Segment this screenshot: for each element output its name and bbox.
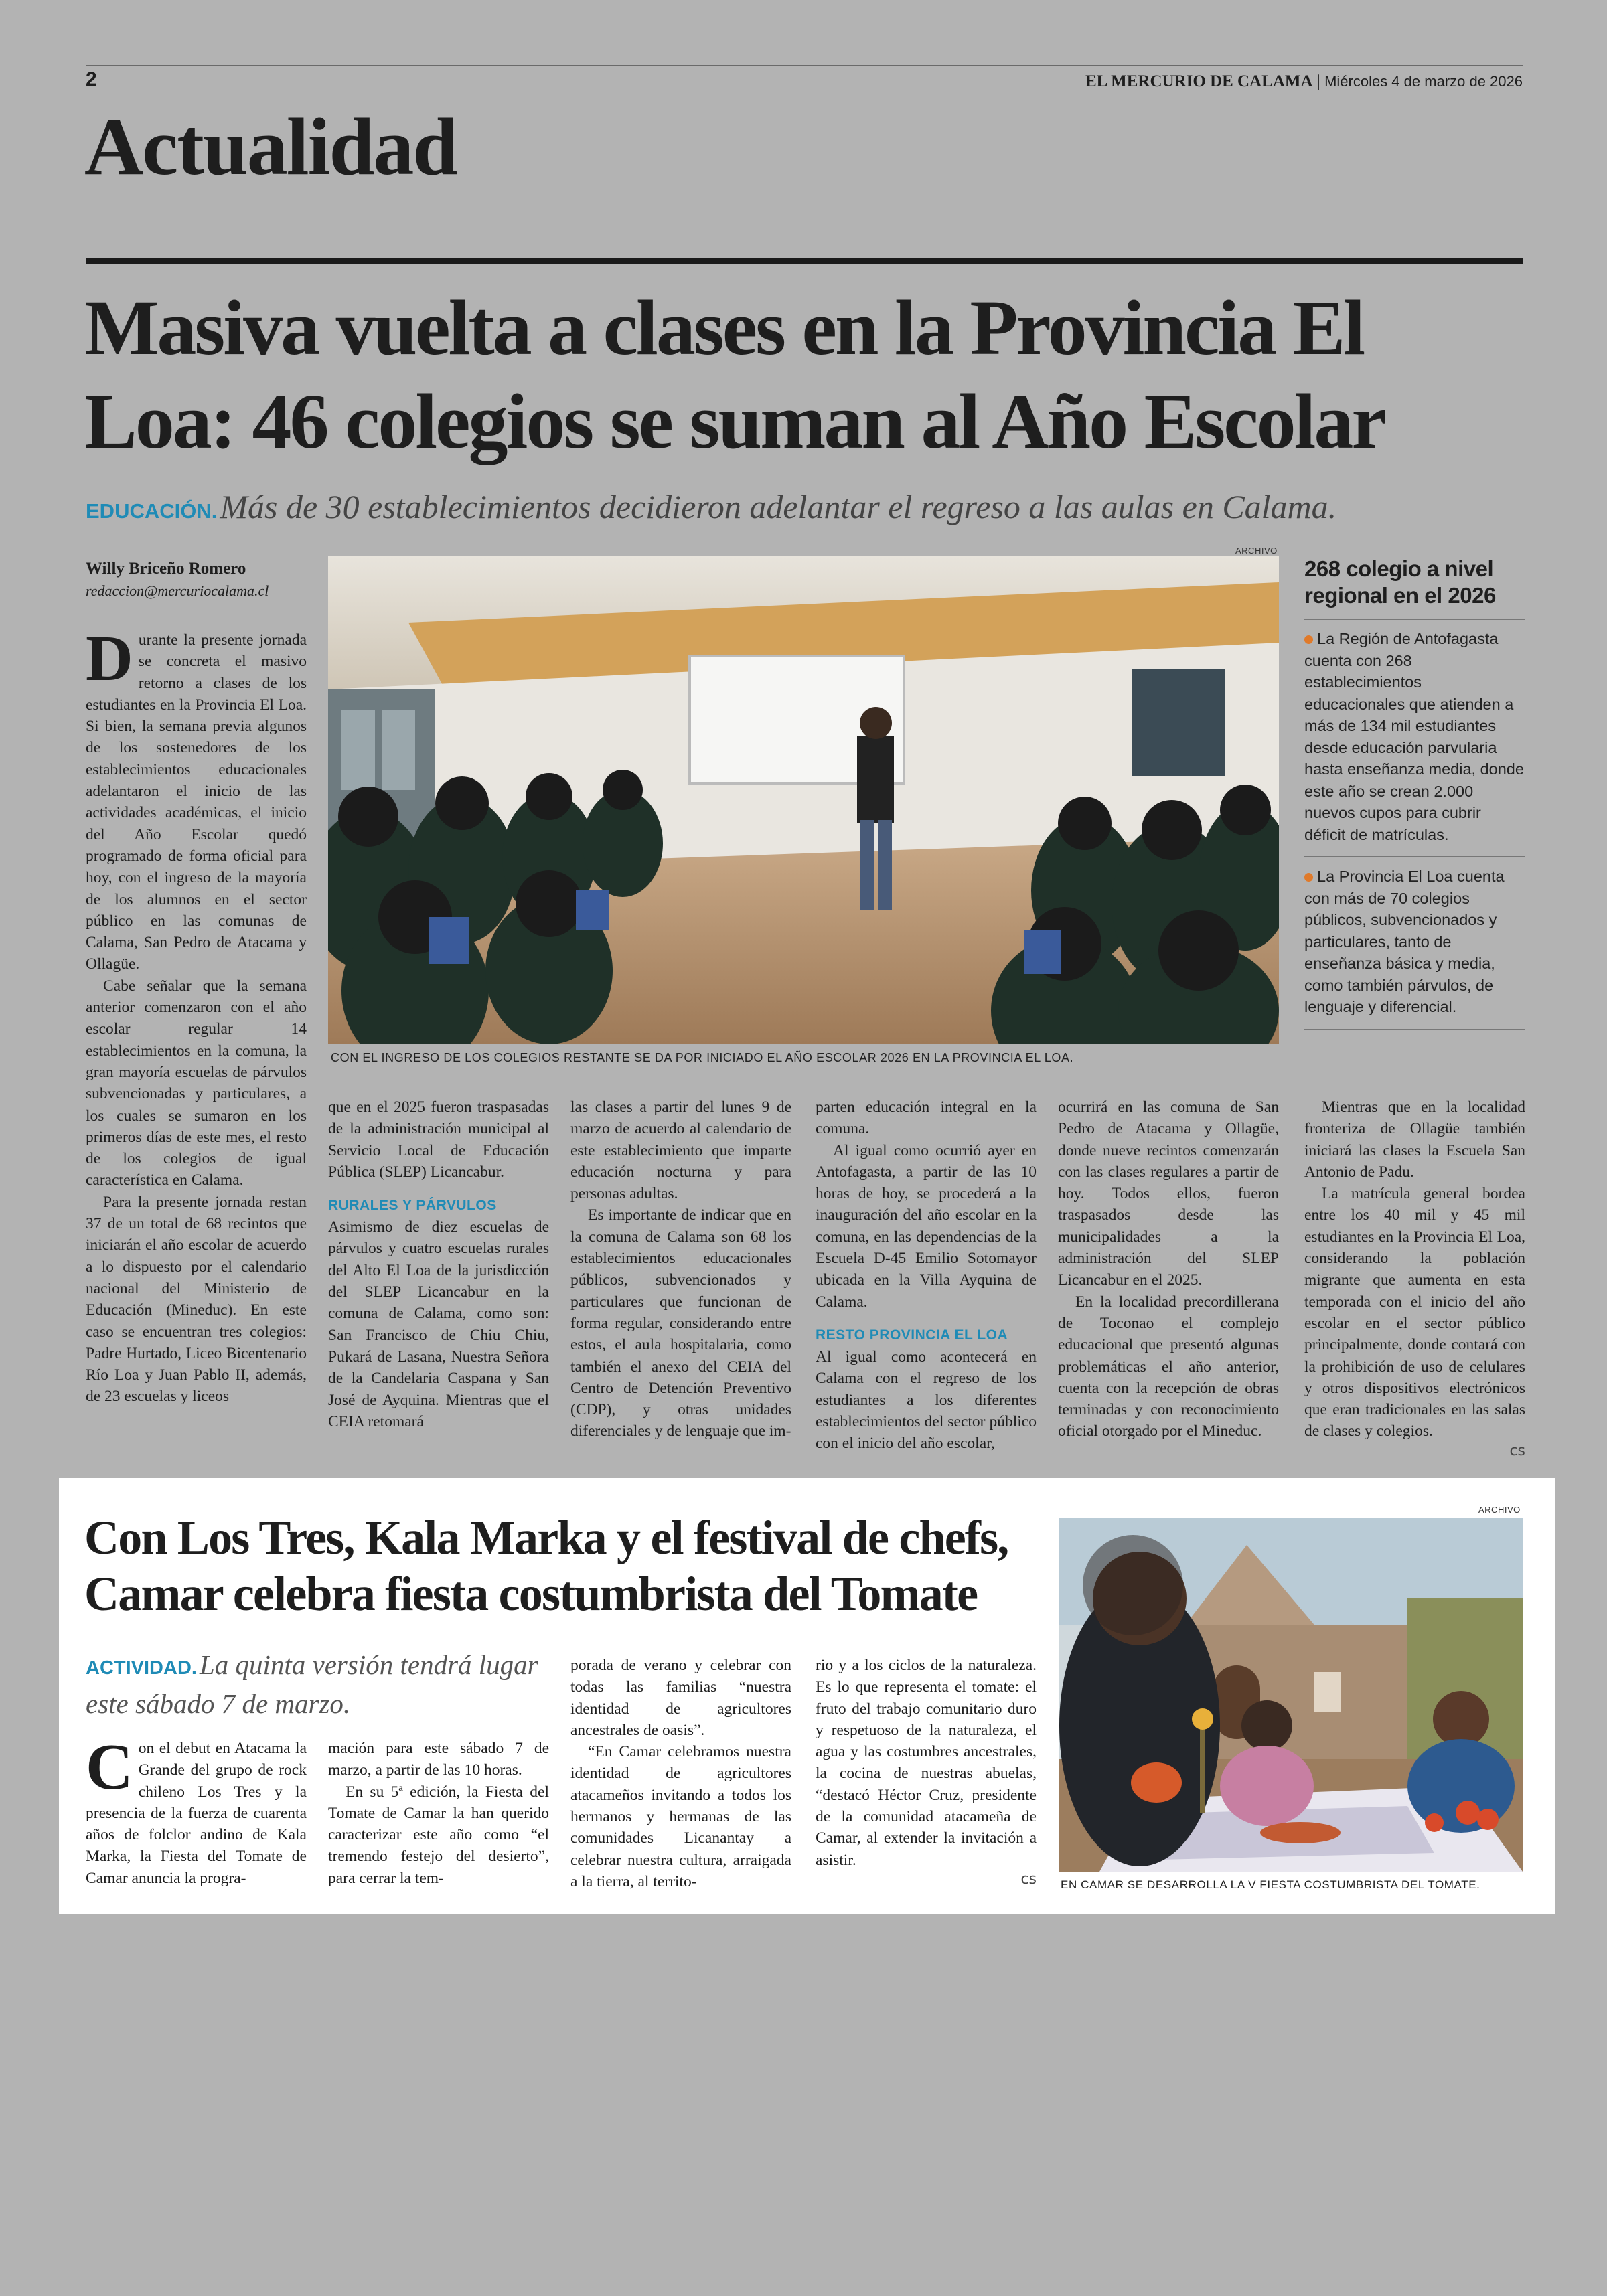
subhead-resto-provincia: RESTO PROVINCIA EL LOA bbox=[816, 1327, 1008, 1343]
photo-credit: ARCHIVO bbox=[1235, 546, 1278, 556]
sidebar-rule-2 bbox=[1304, 856, 1525, 857]
second-col-2 bbox=[328, 1738, 549, 1889]
second-col2-para2: En su 5ª edición, la Fiesta del Tomate de Camar la han querido caracterizar este año como “el tremendo festejo del desierto”, para cerrar la tem- bbox=[328, 1783, 549, 1887]
main-headline bbox=[84, 281, 1531, 469]
photo-caption: CON EL INGRESO DE LOS COLEGIOS RESTANTE SE DA POR INICIADO EL AÑO ESCOLAR 2026 EN LA PROVINCIA EL LOA. bbox=[331, 1051, 1074, 1064]
second-col2-para1: mación para este sábado 7 de marzo, a partir de las 10 horas. bbox=[328, 1740, 549, 1779]
top-rule bbox=[86, 65, 1523, 66]
main-col2-para1: que en el 2025 fueron traspasadas de la administración municipal al Servicio Local de Educación Pública (SLEP) Licancabur. bbox=[328, 1098, 549, 1181]
second-col-4 bbox=[816, 1655, 1037, 1888]
subhead-rurales: RURALES Y PÁRVULOS bbox=[328, 1198, 497, 1214]
main-col1-para1-text: urante la presente jornada se concreta el masivo retorno a clases de los estudiantes en la Provincia El Loa. Si bien, la semana previa algunos de los sostenedores de los establecimientos educacionales adelantaron el inicio de las actividades académicas, el inicio del Año Escolar quedó programado de forma oficial para hoy, con el ingreso de la mayoría de los alumnos en el sector público en las comunas de Calama, San Pedro de Atacama y Ollagüe. bbox=[86, 631, 307, 973]
second-deck-text: La quinta versión tendrá lugar este sábado 7 de marzo. bbox=[86, 1649, 538, 1719]
section-title: Actualidad bbox=[84, 102, 457, 192]
sidebar-rule-3 bbox=[1304, 1029, 1525, 1030]
sidebar-title: 268 colegio a nivel regional en el 2026 bbox=[1304, 556, 1496, 608]
main-headline-line1: Masiva vuelta a clases en la Provincia El bbox=[84, 284, 1364, 372]
bullet-icon bbox=[1304, 873, 1313, 882]
main-col4-para3: Al igual como acontecerá en Calama con el regreso de los estudiantes a los diferentes establecimientos del sector público con el inicio del año escolar, bbox=[816, 1347, 1037, 1453]
second-deck bbox=[86, 1649, 548, 1726]
second-col1-para1-text: on el debut en Atacama la Grande del grupo de rock chileno Los Tres y la presencia de la fuerza de cuarenta años de folclor andino de Kala Marka, la Fiesta del Tomate de Camar anuncia la progra- bbox=[86, 1740, 307, 1887]
main-col-4 bbox=[816, 1096, 1037, 1454]
sidebar-item-2 bbox=[1304, 866, 1525, 1018]
masthead-line bbox=[1085, 72, 1523, 91]
sidebar bbox=[1304, 556, 1525, 1030]
main-col2-para2: Asimismo de diez escuelas de párvulos y cuatro escuelas rurales del Alto El Loa de la jurisdicción del SLEP Licancabur en la comuna de Calama, como son: San Francisco de Chiu Chiu, Pukará de Lasana, Nuestra Señora de la Candelaria Caspana y San José de Ayquina. Mientras que el CEIA retomará bbox=[328, 1218, 549, 1430]
author-name: Willy Briceño Romero bbox=[86, 560, 246, 578]
festival-illustration bbox=[1059, 1518, 1523, 1872]
main-col5-para1: ocurrirá en las comuna de San Pedro de Atacama y Ollagüe, donde nueve recintos comenzarán con las clases regulares a partir de hoy. Todos ellos, fueron traspasados desde las municipalidades a la administración del SLEP Licancabur en el 2025. bbox=[1058, 1098, 1279, 1289]
main-col1-para3: Para la presente jornada restan 37 de un total de 68 recintos que iniciarán el año escolar de acuerdo a lo dispuesto por el calendario nacional del Ministerio de Educación (Mineduc). En este caso se encuentran tres colegios: Padre Hurtado, Liceo Bicentenario Río Loa y Juan Pablo II, además, de 23 escuelas y liceos bbox=[86, 1193, 307, 1406]
masthead-separator: | bbox=[1316, 72, 1325, 90]
main-col-6 bbox=[1304, 1096, 1525, 1459]
bullet-icon bbox=[1304, 635, 1313, 644]
kicker-actividad: ACTIVIDAD. bbox=[86, 1657, 197, 1679]
main-col-5 bbox=[1058, 1096, 1279, 1443]
second-headline bbox=[84, 1509, 1049, 1622]
second-col-1 bbox=[86, 1731, 307, 1889]
second-headline-line1: Con Los Tres, Kala Marka y el festival de chefs, bbox=[84, 1511, 1008, 1564]
masthead: EL MERCURIO DE CALAMA bbox=[1085, 72, 1313, 90]
main-col-2 bbox=[328, 1096, 549, 1432]
main-deck bbox=[86, 487, 1525, 526]
second-headline-line2: Camar celebra fiesta costumbrista del Tomate bbox=[84, 1567, 978, 1621]
byline bbox=[86, 560, 313, 600]
sidebar-item-1-text: La Región de Antofagasta cuenta con 268 establecimientos educacionales que atienden a más de 134 mil estudiantes desde educación parvularia hasta enseñanza media, donde este año se crean 2.000 nuevos cupos para cubrir déficit de matrículas. bbox=[1304, 630, 1524, 843]
second-col3-para1: porada de verano y celebrar con todas las familias “nuestra identidad de agricultores ancestrales de oasis”. bbox=[570, 1657, 791, 1739]
main-col-1 bbox=[86, 623, 307, 1408]
deck-text: Más de 30 establecimientos decidieron adelantar el regreso a las aulas en Calama. bbox=[220, 488, 1337, 525]
headline-rule bbox=[86, 258, 1523, 264]
main-col4-para1: parten educación integral en la comuna. bbox=[816, 1098, 1037, 1138]
second-photo-credit: ARCHIVO bbox=[1478, 1505, 1521, 1515]
main-col1-para1 bbox=[86, 623, 307, 975]
dropcap: C bbox=[86, 1731, 133, 1803]
main-col4-para2: Al igual como ocurrió ayer en Antofagasta, a partir de las 10 horas de hoy, se procederá a la inauguración del año escolar en la comuna, en las dependencias de la Escuela D-45 Emilio Sotomayor ubicada en la Villa Ayquina de Calama. bbox=[816, 1141, 1037, 1311]
end-mark-icon: cs bbox=[1020, 1870, 1037, 1888]
kicker-educacion: EDUCACIÓN. bbox=[86, 499, 218, 523]
main-col-3 bbox=[570, 1096, 791, 1443]
main-col3-para2: Es importante de indicar que en la comuna de Calama son 68 los establecimientos educacionales públicos, subvencionados y particulares que funcionan de forma regular, considerando entre estos, el aula hospitalaria, como también el anexo del CEIA del Centro de Detención Preventivo (CDP), y otras unidades diferenciales y de lenguaje que im- bbox=[570, 1206, 791, 1441]
second-col-3 bbox=[570, 1655, 791, 1892]
classroom-illustration bbox=[328, 556, 1279, 1044]
camar-photo bbox=[1059, 1518, 1523, 1872]
issue-date: Miércoles 4 de marzo de 2026 bbox=[1324, 73, 1523, 90]
end-mark-icon: cs bbox=[1509, 1442, 1525, 1459]
page-number: 2 bbox=[86, 68, 97, 90]
second-col4-para1: rio y a los ciclos de la naturaleza. Es lo que representa el tomate: el fruto del trabajo comunitario duro y respetuoso de la naturaleza, el agua y las costumbres ancestrales, la cocina de nuestras abuelas, “destacó Héctor Cruz, presidente de la comunidad atacameña de Camar, al extender la invitación a asistir. bbox=[816, 1657, 1037, 1869]
main-col6-para1: Mientras que en la localidad fronteriza de Ollagüe también iniciará las clases la Escuela San Antonio de Padu. bbox=[1304, 1098, 1525, 1181]
author-email: redaccion@mercuriocalama.cl bbox=[86, 582, 269, 599]
second-photo-caption: EN CAMAR SE DESARROLLA LA V FIESTA COSTUMBRISTA DEL TOMATE. bbox=[1061, 1878, 1480, 1891]
main-col3-para1: las clases a partir del lunes 9 de marzo de acuerdo al calendario de este establecimiento que imparte educación nocturna y para personas adultas. bbox=[570, 1098, 791, 1203]
main-headline-line2: Loa: 46 colegios se suman al Año Escolar bbox=[84, 378, 1385, 465]
dropcap: D bbox=[86, 623, 133, 695]
main-col5-para2: En la localidad precordillerana de Toconao el complejo educacional que presentó algunas problemáticas el año anterior, cuenta con la recepción de obras terminadas y con reconocimiento oficial otorgado por el Mineduc. bbox=[1058, 1293, 1279, 1441]
sidebar-rule-1 bbox=[1304, 619, 1525, 620]
main-col1-para2: Cabe señalar que la semana anterior comenzaron con el año escolar regular 14 establecimientos en la comuna, la gran mayoría escuelas de párvulos subvencionadas y particulares, a los cuales se sumaron en los primeros días de este mes, el resto de los colegios de igual característica en Calama. bbox=[86, 977, 307, 1190]
main-col6-para2: La matrícula general bordea entre los 40 mil y 45 mil estudiantes en la Provincia El Loa, considerando la población migrante que aumenta en esta temporada con el inicio del año escolar en el sector público principalmente, donde contará con la prohibición de uso de celulares y otros dispositivos electrónicos que eran tradicionales en las salas de clases y colegios. bbox=[1304, 1185, 1525, 1441]
classroom-photo bbox=[328, 556, 1279, 1044]
second-col1-para1 bbox=[86, 1731, 307, 1889]
sidebar-item-1 bbox=[1304, 628, 1525, 845]
second-col3-para2: “En Camar celebramos nuestra identidad de agricultores atacameños invitando a todos los hermanos y hermanas de las comunidades Licanantay a celebrar nuestra cultura, arraigada a la tierra, al territo- bbox=[570, 1743, 791, 1890]
sidebar-item-2-text: La Provincia El Loa cuenta con más de 70 colegios públicos, subvencionados y particulares, tanto de enseñanza básica y media, como también párvulos, de lenguaje y diferencial. bbox=[1304, 868, 1505, 1015]
